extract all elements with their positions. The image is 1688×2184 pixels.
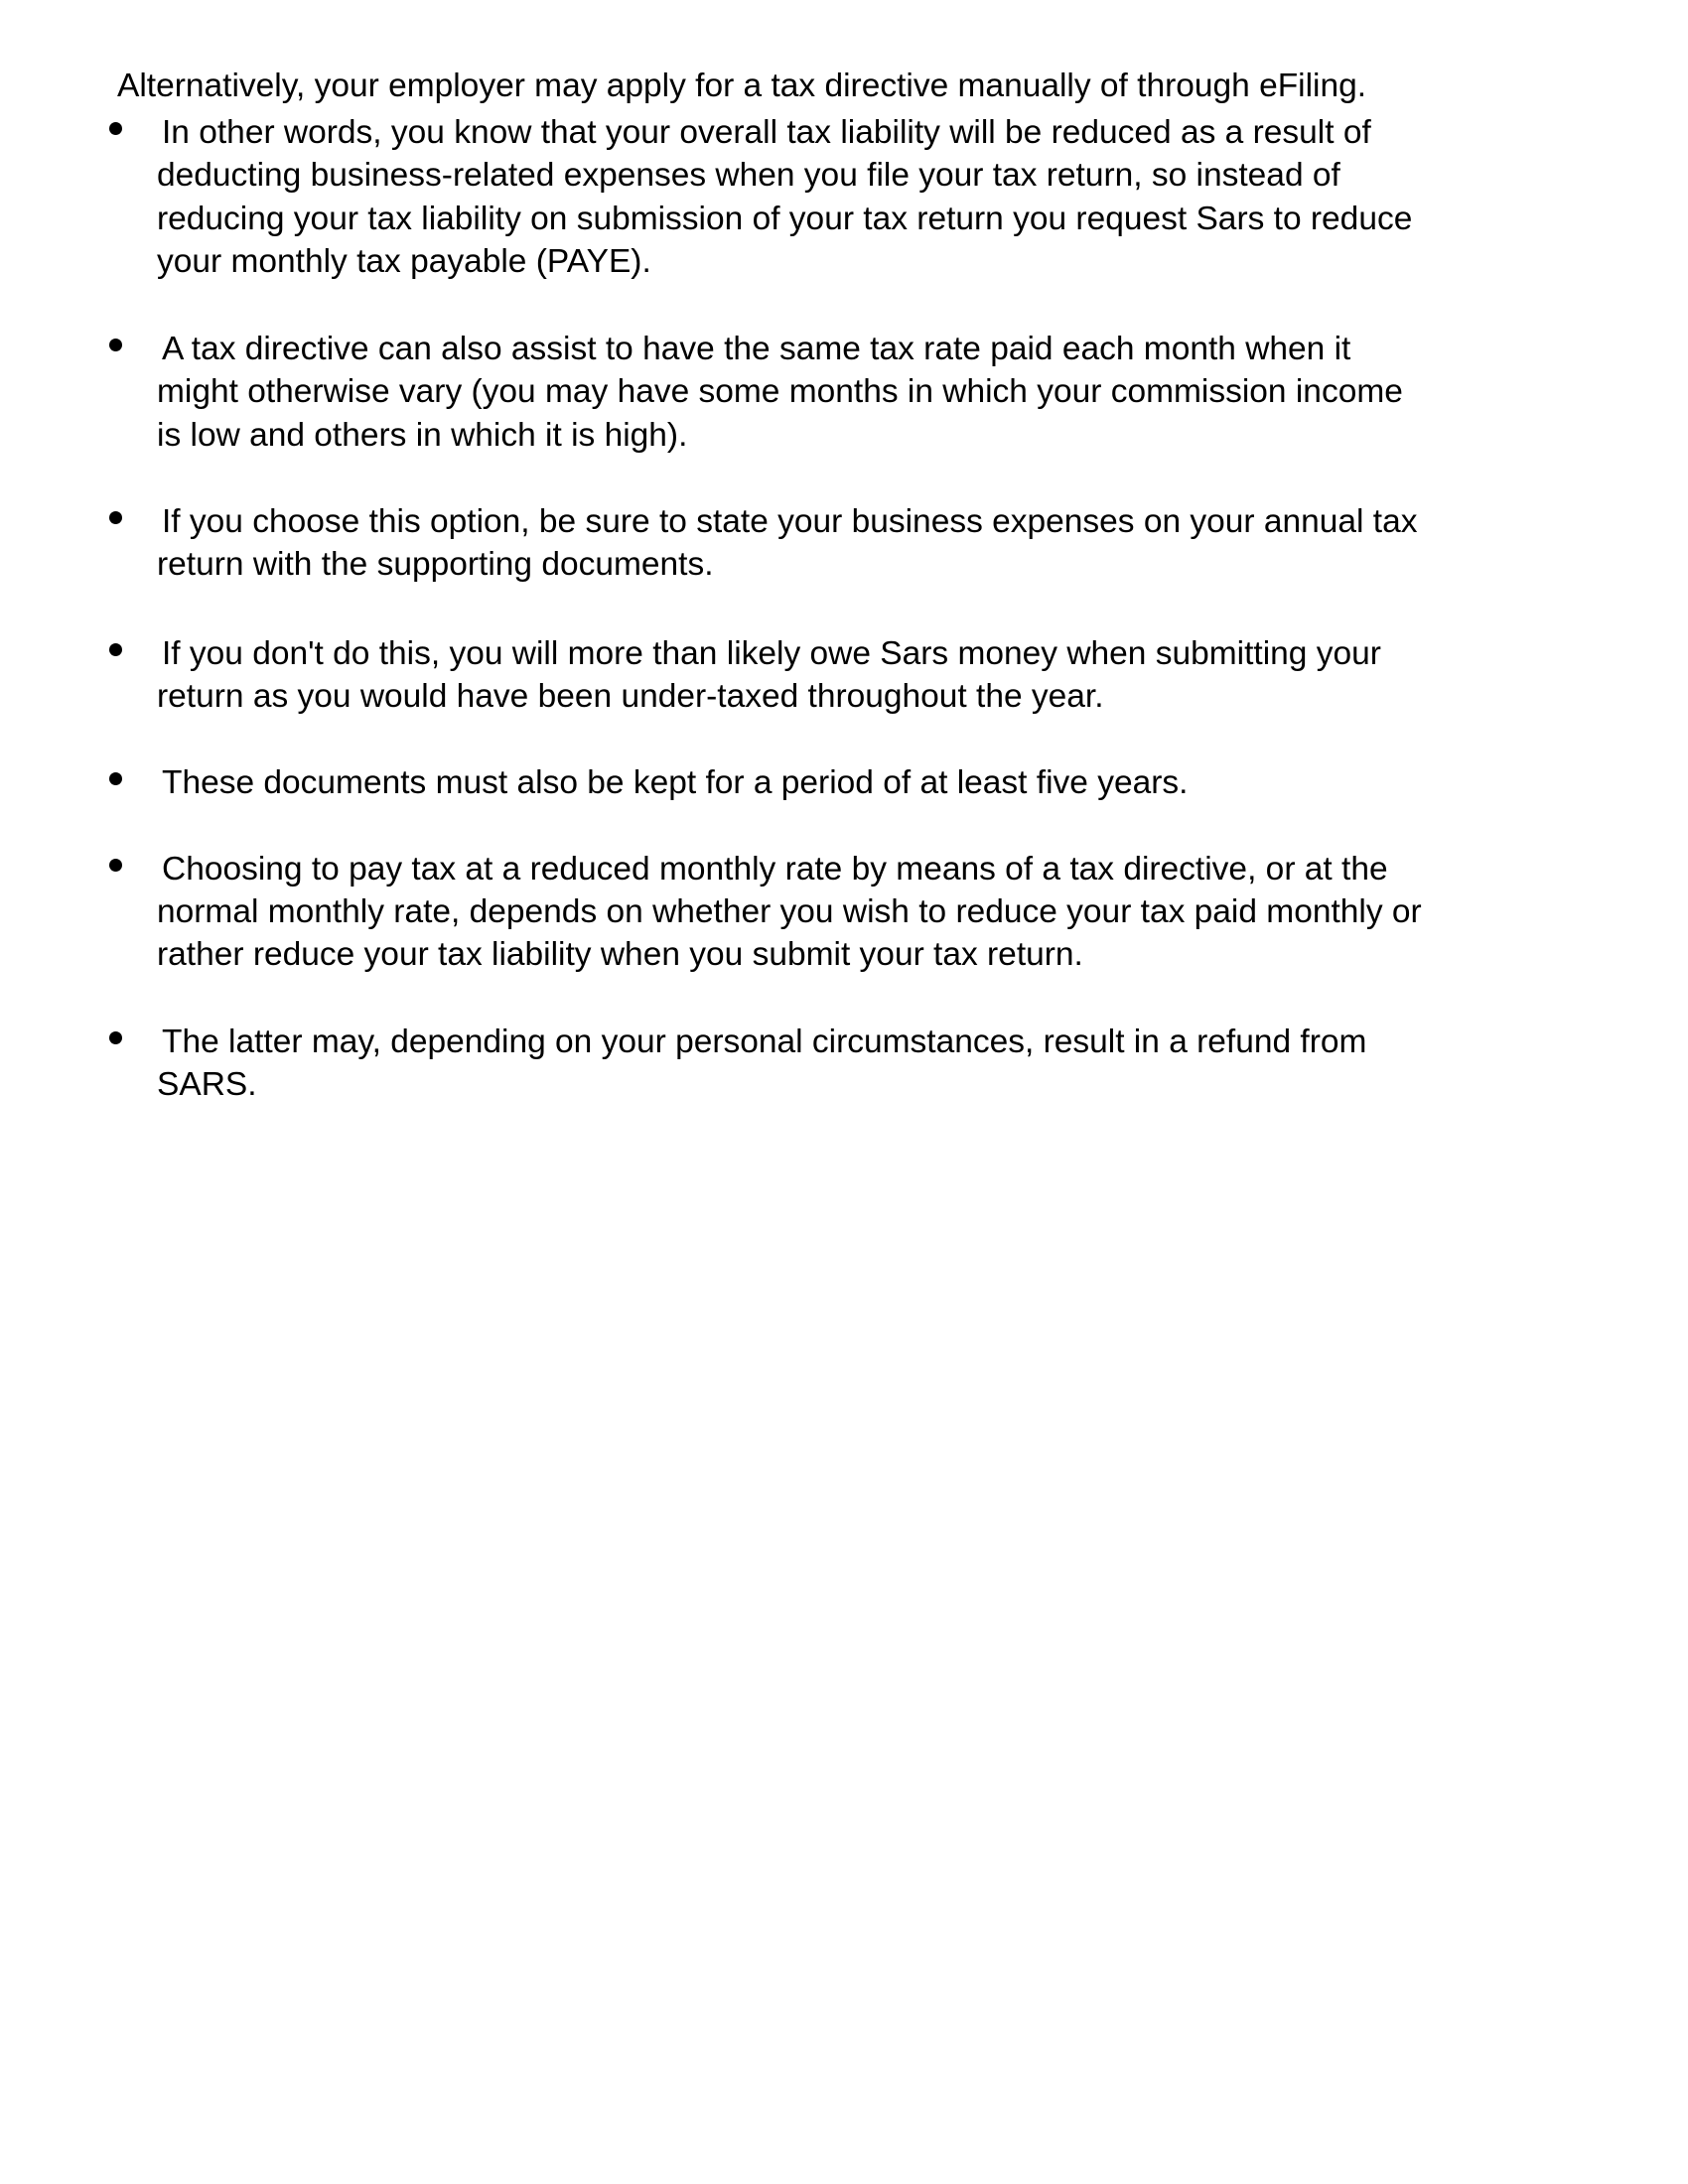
bullet-text-line: your monthly tax payable (PAYE).: [157, 243, 651, 280]
bullet-text-line: is low and others in which it is high).: [157, 417, 688, 454]
intro-paragraph: Alternatively, your employer may apply for a tax directive manually of through eFiling.: [117, 68, 1367, 104]
bullet-text-line: deducting business-related expenses when you file your tax return, so instead of: [157, 157, 1340, 194]
bullet-text-line: return as you would have been under-taxed throughout the year.: [157, 678, 1104, 715]
bullet-icon: [109, 643, 122, 656]
bullet-text-line: might otherwise vary (you may have some months in which your commission income: [157, 373, 1403, 410]
bullet-text-line: SARS.: [157, 1066, 257, 1103]
bullet-text-line: A tax directive can also assist to have the same tax rate paid each month when it: [162, 331, 1351, 367]
bullet-icon: [109, 859, 122, 872]
bullet-text-line: If you don't do this, you will more than likely owe Sars money when submitting your: [162, 635, 1381, 672]
bullet-text-line: normal monthly rate, depends on whether you wish to reduce your tax paid monthly or: [157, 893, 1422, 930]
bullet-text-line: rather reduce your tax liability when you submit your tax return.: [157, 936, 1083, 973]
bullet-icon: [109, 1031, 122, 1044]
bullet-text-line: return with the supporting documents.: [157, 546, 714, 583]
bullet-text-line: The latter may, depending on your personal circumstances, result in a refund from: [162, 1024, 1367, 1060]
bullet-text-line: In other words, you know that your overall tax liability will be reduced as a result of: [162, 114, 1371, 151]
bullet-icon: [109, 339, 122, 351]
bullet-icon: [109, 122, 122, 135]
bullet-text-line: If you choose this option, be sure to state your business expenses on your annual tax: [162, 503, 1418, 540]
bullet-text-line: These documents must also be kept for a period of at least five years.: [162, 764, 1189, 801]
bullet-text-line: reducing your tax liability on submission of your tax return you request Sars to reduce: [157, 201, 1413, 237]
bullet-icon: [109, 511, 122, 524]
bullet-icon: [109, 772, 122, 785]
bullet-text-line: Choosing to pay tax at a reduced monthly rate by means of a tax directive, or at the: [162, 851, 1388, 887]
